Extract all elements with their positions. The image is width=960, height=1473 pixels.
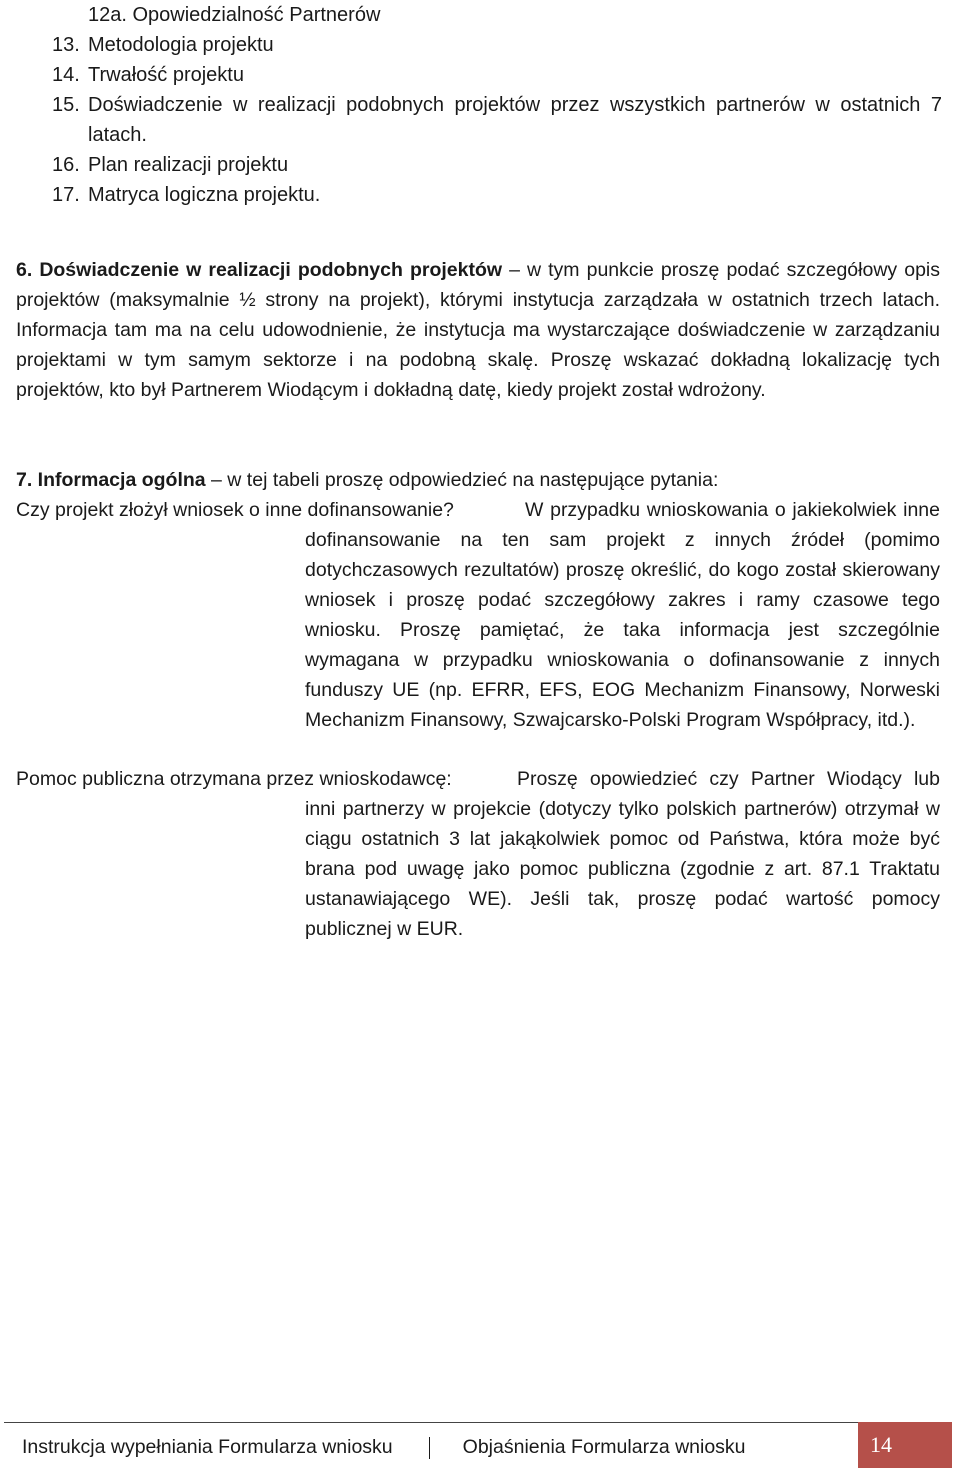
list-item-number: 16. [52, 154, 80, 176]
footer-right-title: Objaśnienia Formularza wniosku [462, 1436, 746, 1458]
definition-public-aid [16, 764, 940, 944]
page-number-badge [858, 1422, 952, 1468]
section-6-heading: 6. Doświadczenie w realizacji podobnych projektów [16, 259, 503, 281]
list-item-text: Matryca logiczna projektu. [88, 184, 321, 206]
section-6-body: – w tym punkcie proszę podać szczegółowy opis projektów (maksymalnie ½ strony na projekt), którymi instytucja zarządzała w ostatnich trzech latach. Informacja tam ma na celu udowodnienie, że instytucja ma wystarczające doświadczenie w zarządzaniu projektami w tym samym sektorze i na podobną skalę. Proszę wskazać dokładną lokalizację tych projektów, kto był Partnerem Wiodącym i dokładną datę, kiedy projekt został wdrożony. [16, 259, 940, 401]
definition-body: W przypadku wnioskowania o jakiekolwiek inne dofinansowanie na ten sam projekt z innych źródeł (pomimo dotychczasowych rezultatów) proszę określić, do kogo został skierowany wniosek i proszę podać szczegółowy zakres i ramy czasowe tego wniosku. Proszę pamiętać, że taka informacja jest szczególnie wymagana w przypadku wnioskowania o dofinansowanie z innych funduszy UE (np. EFRR, EFS, EOG Mechanizm Finansowy, Norweski Mechanizm Finansowy, Szwajcarsko-Polski Program Współpracy, itd.). [305, 499, 940, 731]
definition-other-funding [16, 495, 940, 765]
section-7-body: – w tej tabeli proszę odpowiedzieć na następujące pytania: [205, 469, 719, 491]
section-6-paragraph [16, 255, 940, 405]
list-item-text: 12a. Opowiedzialność Partnerów [88, 4, 381, 26]
list-item-text: Plan realizacji projektu [88, 154, 289, 176]
list-item-text: Metodologia projektu [88, 34, 274, 56]
footer-left-title: Instrukcja wypełniania Formularza wniosku [22, 1436, 393, 1458]
list-item-text: Doświadczenie w realizacji podobnych projektów przez wszystkich partnerów w ostatnich 7 latach. [88, 94, 942, 146]
definition-body: Proszę opowiedzieć czy Partner Wiodący lub inni partnerzy w projekcie (dotyczy tylko polskich partnerów) otrzymał w ciągu ostatnich 3 lat jakąkolwiek pomoc od Państwa, która może być brana pod uwagę jako pomoc publiczna (zgodnie z art. 87.1 Traktatu ustanawiającego WE). Jeśli tak, proszę podać wartość pomocy publicznej w EUR. [305, 768, 940, 940]
list-item-number: 14. [52, 64, 80, 86]
list-item [52, 150, 942, 180]
footer-separator [429, 1437, 430, 1459]
list-item [52, 60, 942, 90]
list-item [52, 0, 942, 30]
list-item [52, 180, 942, 210]
page-number: 14 [870, 1432, 892, 1457]
list-item [52, 30, 942, 60]
page-footer [22, 1432, 852, 1462]
contents-list [52, 0, 942, 210]
list-item-text: Trwałość projektu [88, 64, 244, 86]
definition-term: Pomoc publiczna otrzymana przez wnioskodawcę: [16, 768, 452, 790]
footer-divider [4, 1422, 858, 1423]
definition-term: Czy projekt złożył wniosek o inne dofinansowanie? [16, 499, 454, 521]
list-item [52, 90, 942, 150]
section-7-heading: 7. Informacja ogólna [16, 469, 206, 491]
section-7-paragraph [16, 465, 940, 495]
list-item-number: 17. [52, 184, 80, 206]
list-item-number: 15. [52, 94, 80, 116]
list-item-number: 13. [52, 34, 80, 56]
